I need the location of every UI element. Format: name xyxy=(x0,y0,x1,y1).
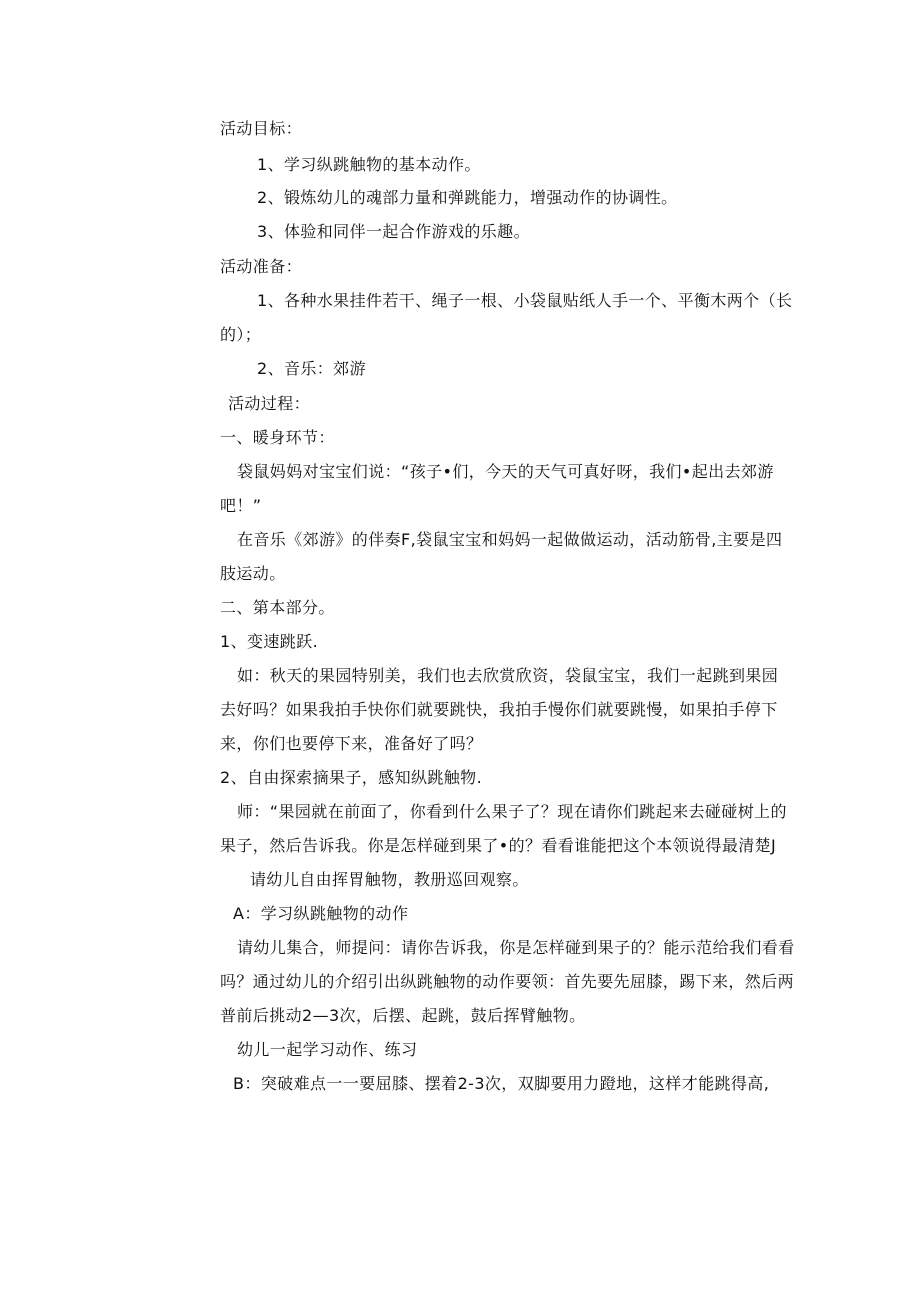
prep-item-1: 1、各种水果挂件若干、绳子一根、小袋鼠贴纸人手一个、平衡木两个（长 xyxy=(257,291,793,310)
paragraph-line: 肢运动。 xyxy=(220,564,286,583)
paragraph-line: 如：秋天的果园特别美，我们也去欣赏欣资，袋鼠宝宝，我们一起跳到果园 xyxy=(237,666,779,685)
prep-item-1-continued: 的）； xyxy=(220,325,262,344)
paragraph-line: 果子，然后告诉我。你是怎样碰到果了•的？看看谁能把这个本领说得最清楚J xyxy=(220,836,777,855)
paragraph-line: 请幼儿自由挥胃触物，教册巡回观察。 xyxy=(250,870,529,889)
paragraph-line: 吧！” xyxy=(220,496,262,515)
heading-activity-process: 活动过程： xyxy=(228,394,311,413)
subsection-free-exploration: 2、自由探索摘果子，感知纵跳触物. xyxy=(220,768,483,787)
goal-item-2: 2、锻炼幼儿的魂部力量和弹跳能力，增强动作的协调性。 xyxy=(257,188,678,207)
heading-activity-preparation: 活动准备： xyxy=(220,257,303,276)
paragraph-line: 在音乐《郊游》的伴奏F,袋鼠宝宝和妈妈一起做做运动，活动筋骨,主要是四 xyxy=(237,530,783,549)
subsection-variable-speed-jump: 1、变速跳跃. xyxy=(220,632,319,651)
step-b-line: B：突破难点一一要屈膝、摆着2-3次，双脚要用力蹬地，这样才能跳得高, xyxy=(233,1074,770,1093)
section-basic-part: 二、第本部分。 xyxy=(220,598,335,617)
section-warmup: 一、暖身环节： xyxy=(220,428,335,447)
paragraph-line: 吗？通过幼儿的介绍引出纵跳触物的动作要领：首先要先屈膝，踢下来，然后两 xyxy=(220,972,795,991)
paragraph-line: 普前后挑动2—3次，后摆、起跳，鼓后挥臂触物。 xyxy=(220,1006,586,1025)
goal-item-1: 1、学习纵跳触物的基本动作。 xyxy=(257,155,481,174)
paragraph-line: 幼儿一起学习动作、练习 xyxy=(237,1040,418,1059)
step-a-heading: A：学习纵跳触物的动作 xyxy=(233,904,409,923)
paragraph-line: 请幼儿集合，师提问：请你告诉我，你是怎样碰到果子的？能示范给我们看看 xyxy=(237,938,795,957)
paragraph-line: 师：“果园就在前面了，你看到什么果子了？现在请你们跳起来去碰碰树上的 xyxy=(237,802,787,821)
paragraph-line: 袋鼠妈妈对宝宝们说：“孩子•们，今天的天气可真好呀，我们•起出去郊游 xyxy=(237,462,774,481)
goal-item-3: 3、体验和同伴一起合作游戏的乐趣。 xyxy=(257,222,530,241)
paragraph-line: 去好吗？如果我拍手快你们就要跳快，我拍手慢你们就要跳慢，如果拍手停下 xyxy=(220,700,778,719)
heading-activity-goals: 活动目标： xyxy=(220,119,303,138)
paragraph-line: 来，你们也要停下来，准备好了吗？ xyxy=(220,734,483,753)
prep-item-2: 2、音乐：郊游 xyxy=(257,359,366,378)
